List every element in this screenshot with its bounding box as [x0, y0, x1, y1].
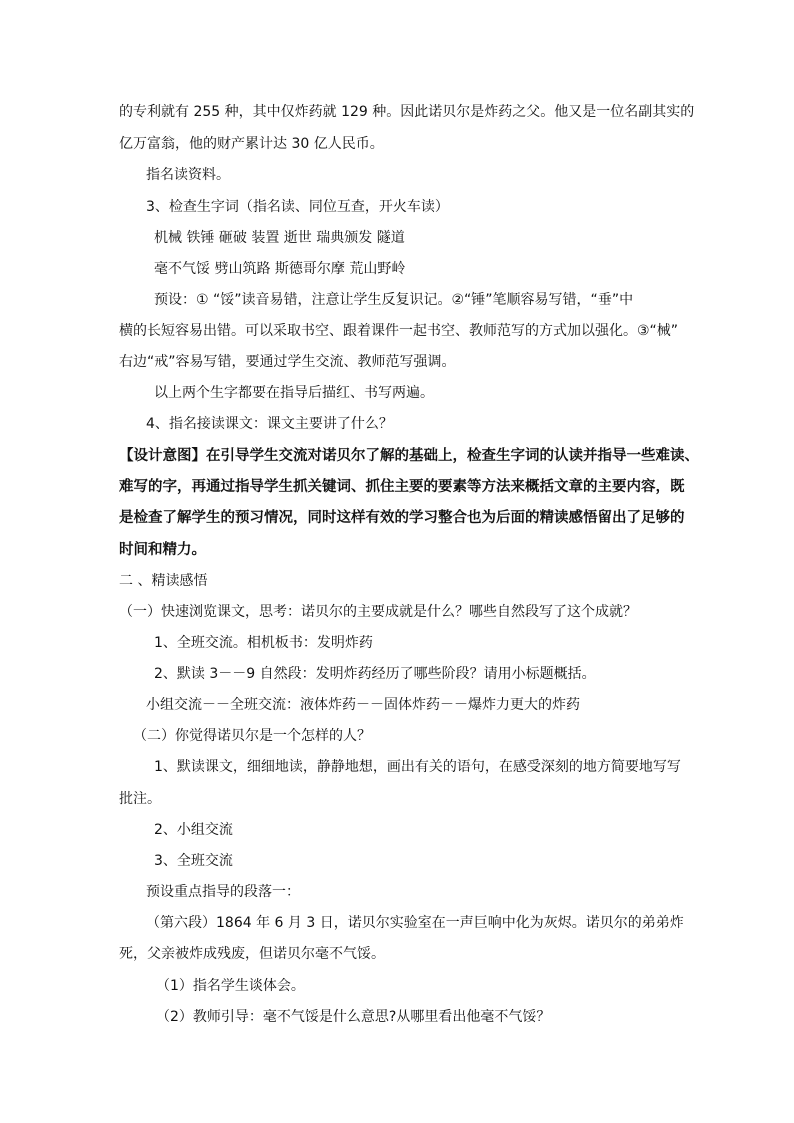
design-intent-line-4: 时间和精力。: [119, 542, 206, 558]
design-intent-line-3: 是检查了解学生的预习情况，同时这样有效的学习整合也为后面的精读感悟留出了足够的: [119, 510, 685, 526]
text-line-30: （2）教师引导：毫不气馁是什么意思?从哪里看出他毫不气馁？: [156, 1009, 551, 1025]
text-line-6: 毫不气馁 劈山筑路 斯德哥尔摩 荒山野岭: [154, 261, 406, 277]
text-line-28: 死，父亲被炸成残废，但诺贝尔毫不气馁。: [119, 946, 385, 962]
text-line-9: 右边“戒”容易写错，要通过学生交流、教师范写强调。: [119, 354, 456, 370]
text-line-27: （第六段）1864 年 6 月 3 日，诺贝尔实验室在一声巨响中化为灰烬。诺贝尔的弟弟炸: [146, 915, 684, 931]
text-line-24: 2、小组交流: [154, 822, 233, 838]
text-line-1: 的专利就有 255 种，其中仅炸药就 129 种。因此诺贝尔是炸药之父。他又是一位名副其实的: [119, 104, 695, 120]
text-line-21: （二）你觉得诺贝尔是一个怎样的人？: [133, 728, 371, 744]
text-line-17: （一）快速浏览课文，思考：诺贝尔的主要成就是什么？哪些自然段写了这个成就？: [119, 604, 637, 620]
text-line-22: 1、默读课文，细细地读，静静地想，画出有关的语句，在感受深刻的地方简要地写写: [154, 759, 681, 775]
text-line-5: 机械 铁锤 砸破 装置 逝世 瑞典颁发 隧道: [154, 230, 405, 246]
design-intent-line-1: 【设计意图】在引导学生交流对诺贝尔了解的基础上，检查生字词的认读并指导一些难读、: [119, 448, 699, 464]
text-line-2: 亿万富翁，他的财产累计达 30 亿人民币。: [119, 136, 384, 152]
text-line-18: 1、全班交流。相机板书：发明炸药: [154, 635, 373, 651]
text-line-3: 指名读资料。: [146, 167, 230, 183]
text-line-10: 以上两个生字都要在指导后描红、书写两遍。: [154, 385, 434, 401]
text-line-19: 2、默读 3－－9 自然段：发明炸药经历了哪些阶段？请用小标题概括。: [154, 666, 596, 682]
text-line-26: 预设重点指导的段落一：: [146, 884, 300, 900]
text-line-29: （1）指名学生谈体会。: [156, 978, 305, 994]
text-line-11: 4、指名接读课文：课文主要讲了什么？: [146, 416, 393, 432]
text-line-20: 小组交流－－全班交流：液体炸药－－固体炸药－－爆炸力更大的炸药: [146, 697, 580, 713]
text-line-7: 预设：① “馁”读音易错，注意让学生反复识记。②“锤”笔顺容易写错，“垂”中: [154, 292, 634, 308]
text-line-23: 批注。: [119, 791, 161, 807]
design-intent-line-2: 难写的字，再通过指导学生抓关键词、抓住主要的要素等方法来概括文章的主要内容，既: [119, 479, 685, 495]
text-line-25: 3、全班交流: [154, 853, 233, 869]
text-line-8: 横的长短容易出错。可以采取书空、跟着课件一起书空、教师范写的方式加以强化。③“械”: [119, 323, 679, 339]
section-heading: 二 、精读感悟: [119, 573, 208, 589]
text-line-4: 3、检查生字词（指名读、同位互查，开火车读）: [146, 199, 449, 215]
